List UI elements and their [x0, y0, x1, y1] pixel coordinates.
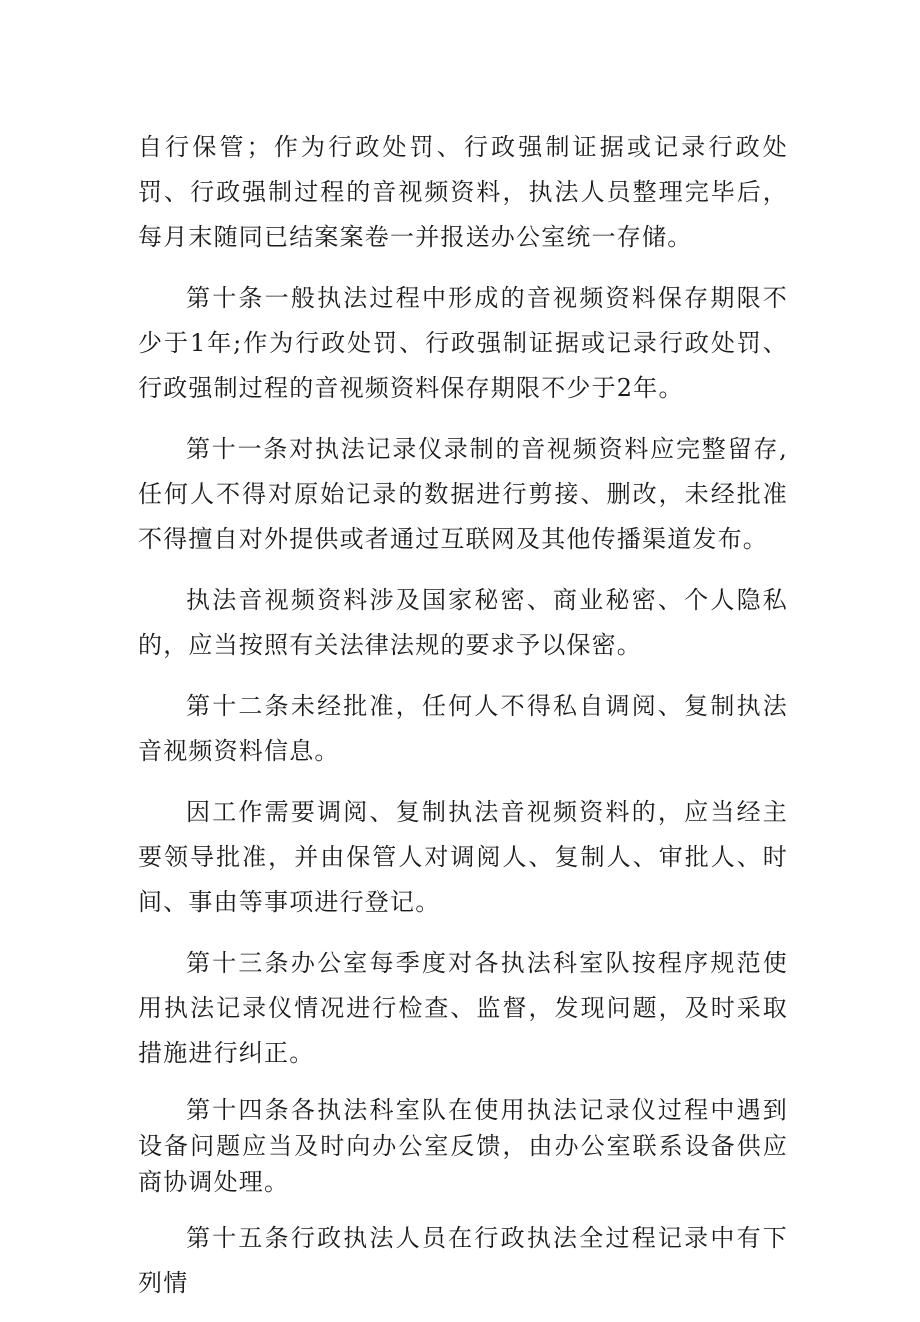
paragraph-article-10: 第十条一般执法过程中形成的音视频资料保存期限不少于1年;作为行政处罚、行政强制证据或记录行政处罚、行政强制过程的音视频资料保存期限不少于2年。: [138, 284, 788, 402]
document-body: [138, 125, 788, 1322]
paragraph-article-14: 第十四条各执法科室队在使用执法记录仪过程中遇到设备问题应当及时向办公室反馈，由办公室联系设备供应商协调处理。: [138, 1096, 788, 1196]
paragraph-access-approval: 因工作需要调阅、复制执法音视频资料的，应当经主要领导批准，并由保管人对调阅人、复制人、审批人、时间、事由等事项进行登记。: [138, 798, 788, 916]
paragraph-article-11: 第十一条对执法记录仪录制的音视频资料应完整留存,任何人不得对原始记录的数据进行剪接、删改，未经批准不得擅自对外提供或者通过互联网及其他传播渠道发布。: [138, 435, 788, 553]
paragraph-storage-continuation: 自行保管；作为行政处罚、行政强制证据或记录行政处罚、行政强制过程的音视频资料，执法人员整理完毕后，每月末随同已结案案卷一并报送办公室统一存储。: [138, 133, 788, 251]
paragraph-article-13: 第十三条办公室每季度对各执法科室队按程序规范使用执法记录仪情况进行检查、监督，发现问题，及时采取措施进行纠正。: [138, 949, 788, 1067]
paragraph-article-15: 第十五条行政执法人员在行政执法全过程记录中有下列情: [138, 1224, 788, 1297]
paragraph-confidentiality: 执法音视频资料涉及国家秘密、商业秘密、个人隐私的，应当按照有关法律法规的要求予以保密。: [138, 586, 788, 659]
paragraph-article-12: 第十二条未经批准，任何人不得私自调阅、复制执法音视频资料信息。: [138, 692, 788, 765]
